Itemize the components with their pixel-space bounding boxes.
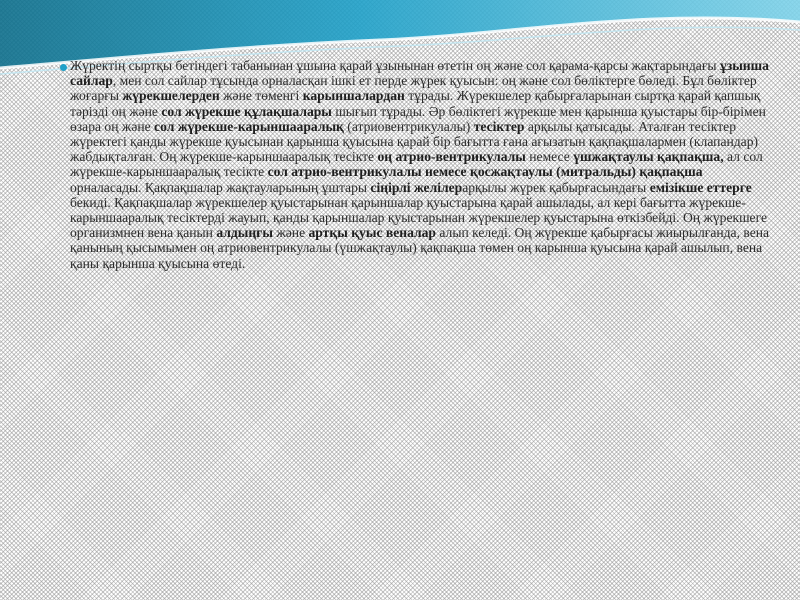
bold-term: алдыңғы — [216, 225, 273, 241]
text-segment: және төменгі — [219, 88, 303, 104]
text-segment: алып келеді. Оң жүрекше қабырғасы жиырылғанда, вена қанының қысымымен оң атриовентрикулалы (үшжақтаулы) қақпақша төмен оң карынша қуысына қарай ашылып, вена қаны қарынша қуысына өтеді. — [70, 225, 770, 271]
text-segment: арқылы жүрек қабырғасындағы — [462, 179, 650, 195]
text-segment: бекиді. Қақпақшалар жүрекшелер қуыстарынан қарыншалар қуыстарына қарай ашылады, ал кері бағытта жүрекше-карыншааралық тесіктерді жауып, қанды қарыншалар қуыстарынан жүрекшелер қуыстарына өткізбейді. Оң жүрекшеге организмнен вена қанын — [70, 194, 768, 241]
text-segment: орналасады. Қақпақшалар жақтауларының ұштары — [70, 179, 371, 195]
text-segment: немесе — [525, 149, 574, 165]
text-segment: Жүректің сыртқы бетіндегі табанынан ұшына қарай ұзынынан өтетін оң және сол қарама-қарсы жақтарындағы — [70, 58, 720, 73]
body-paragraph — [70, 58, 770, 271]
text-segment: шығып тұрады. Әр бөліктегі жүрекше мен қарынша қуыстары бір-бірімен өзара оң және — [70, 103, 766, 134]
bullet-dot-icon — [60, 64, 67, 71]
bold-term: сол жүрекше-карыншааралық — [154, 118, 344, 134]
bold-term: ұзынша сайлар — [70, 58, 769, 89]
main-content — [70, 58, 770, 271]
bold-term: жүрекшелерден — [122, 88, 220, 104]
bold-term: карыншалардан — [302, 88, 405, 104]
text-segment: ал сол жүрекше-карыншааралық тесікте — [70, 149, 763, 180]
bold-term: үшжақтаулы қақпақша, — [573, 149, 724, 165]
bold-term: сіңірлі желілер — [370, 179, 463, 195]
bold-term: оң атрио-вентрикулалы — [377, 149, 526, 165]
text-segment: , мен сол сайлар тұсында орналасқан ішкі ет перде жүрек қуысын: оң және сол бөліктерге бөледі. Бұл бөліктер жоғарғы — [70, 73, 757, 104]
bold-term: сол атрио-вентрикулалы немесе қосжақтаулы (митральды) қақпақша — [267, 164, 703, 180]
text-segment: арқылы қатысады. Аталған тесіктер жүректегі қанды жүрекше қуысынан қарынша қуысына қарай бір бағытта ғана ағызатын қақпақшалармен (клапандар) жабдықталған. Оң жүрекше-карыншааралық тесікте — [70, 118, 759, 165]
text-segment: тұрады. Жүрекшелер қабырғаларынан сыртқа қарай қапшық тәрізді оң және — [70, 88, 761, 119]
bold-term: емізікше еттерге — [649, 179, 752, 195]
bold-term: артқы қуыс веналар — [308, 225, 436, 241]
text-segment: және — [272, 225, 309, 241]
bold-term: сол жүрекше құлақшалары — [161, 103, 332, 119]
text-segment: (атриовентрикулалы) — [343, 118, 474, 134]
bold-term: тесіктер — [473, 118, 525, 134]
